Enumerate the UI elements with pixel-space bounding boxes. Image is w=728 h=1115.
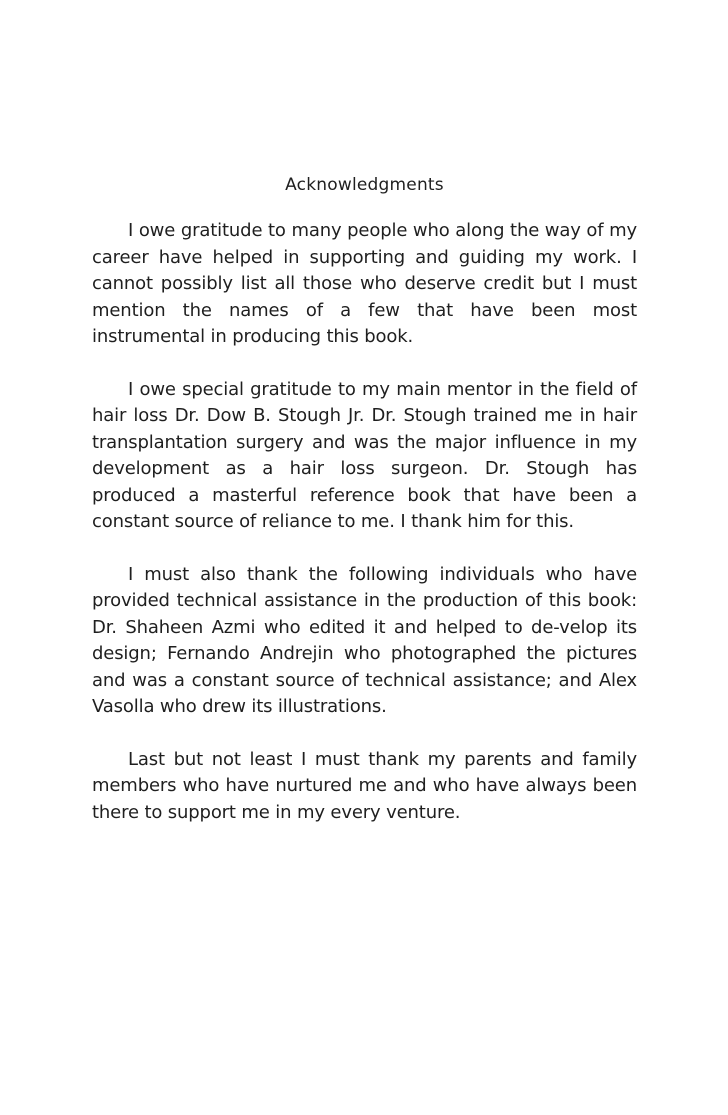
paragraph-technical-assistance: I must also thank the following individuals who have provided technical assistance in the production of this book: Dr. Shaheen Azmi who edited it and helped to de-velop its design; Fernando Andrejin who photographed the pictures and was a constant source of technical assistance; and Alex Vasolla who drew its illustrations.	[92, 563, 637, 717]
page-title: Acknowledgments	[285, 175, 444, 195]
paragraph-mentor: I owe special gratitude to my main mentor in the field of hair loss Dr. Dow B. Stough Jr. Dr. Stough trained me in hair transplantation surgery and was the major influence in my development as a hair loss surgeon. Dr. Stough has produced a masterful reference book that have been a constant source of reliance to me. I thank him for this.	[92, 378, 637, 532]
acknowledgments-page	[92, 172, 637, 852]
paragraph-career-gratitude: I owe gratitude to many people who along the way of my career have helped in supporting and guiding my work. I cannot possibly list all those who deserve credit but I must mention the names of a few that have been most instrumental in producing this book.	[92, 220, 637, 347]
paragraph-family: Last but not least I must thank my parents and family members who have nurtured me and who have always been there to support me in my every venture.	[92, 748, 637, 823]
